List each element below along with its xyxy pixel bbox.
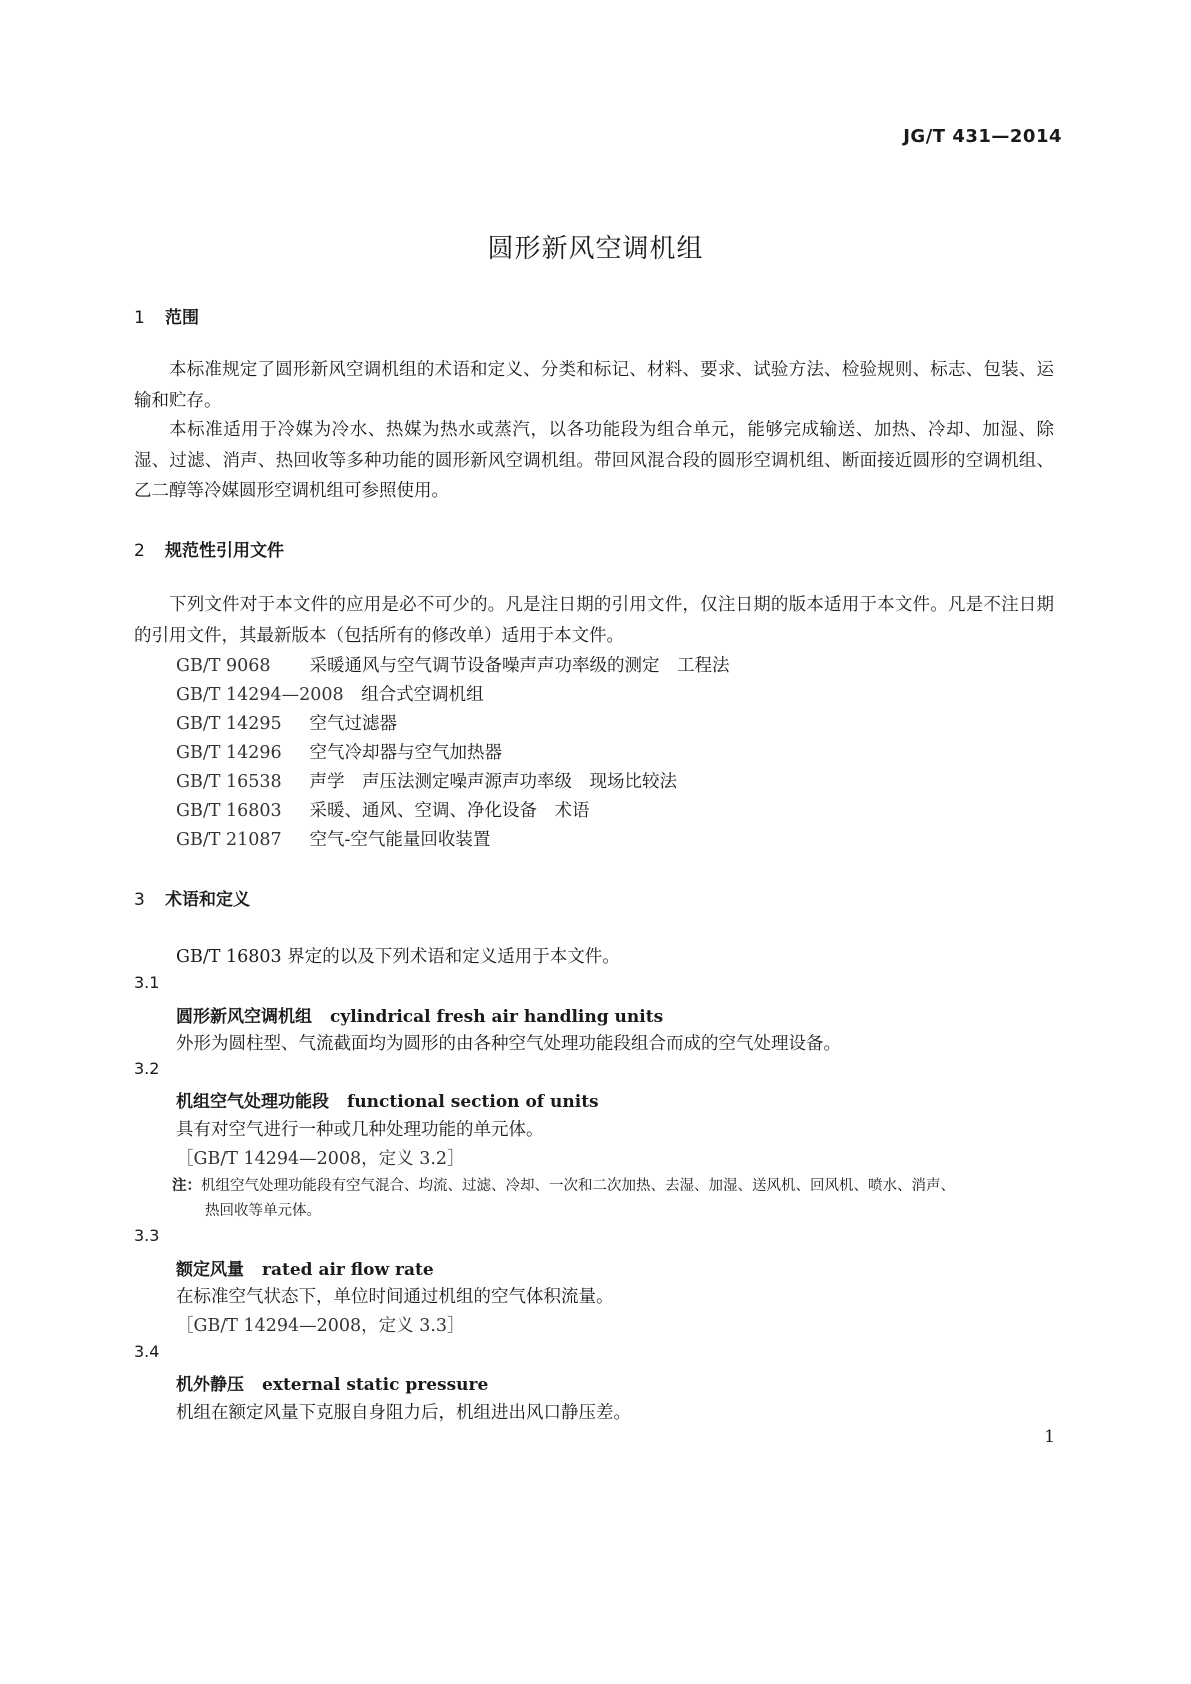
reference-item [176,652,730,677]
section-3-intro: GB/T 16803 界定的以及下列术语和定义适用于本文件。 [176,947,620,967]
reference-item [176,797,590,822]
term-number: 3.3 [134,1226,160,1245]
note-text-line-2: 热回收等单元体。 [205,1203,321,1219]
reference-item [176,768,677,793]
reference-title: 声学 声压法测定噪声源声功率级 现场比较法 [309,772,677,792]
section-1-heading [134,303,199,328]
term-definition: 机组在额定风量下克服自身阻力后，机组进出风口静压差。 [176,1403,631,1423]
term-definition: 外形为圆柱型、气流截面均为圆形的由各种空气处理功能段组合而成的空气处理设备。 [176,1034,841,1054]
reference-code: GB/T 21087 [176,830,282,850]
term-name [176,1370,488,1395]
term-name-en: cylindrical fresh air handling units [330,1007,664,1027]
reference-title: 采暖、通风、空调、净化设备 术语 [309,801,590,821]
term-name-zh: 机组空气处理功能段 [176,1092,329,1112]
term-number: 3.2 [134,1059,160,1078]
term-source: ［GB/T 14294—2008，定义 3.2］ [176,1149,465,1169]
section-number: 3 [134,890,145,910]
term-name-en: functional section of units [347,1092,599,1112]
reference-title: 组合式空调机组 [361,685,484,705]
reference-code: GB/T 16803 [176,801,282,821]
note-text-line-1: 机组空气处理功能段有空气混合、均流、过滤、冷却、一次和二次加热、去湿、加湿、送风机、回风机、喷水、消声、 [201,1178,955,1194]
reference-item [176,739,502,764]
term-name-zh: 额定风量 [176,1260,244,1280]
term-name-en: external static pressure [262,1375,489,1395]
section-1-paragraph-1: 本标准规定了圆形新风空调机组的术语和定义、分类和标记、材料、要求、试验方法、检验规则、标志、包装、运输和贮存。 [134,360,1054,411]
section-number: 2 [134,541,145,561]
reference-item [176,710,397,735]
section-number: 1 [134,308,145,328]
standard-code: JG/T 431—2014 [903,126,1062,147]
term-name-zh: 圆形新风空调机组 [176,1007,312,1027]
term-definition: 在标准空气状态下，单位时间通过机组的空气体积流量。 [176,1287,614,1307]
section-title: 范围 [165,308,199,328]
section-title: 规范性引用文件 [165,541,284,561]
term-name-zh: 机外静压 [176,1375,244,1395]
reference-item [176,681,484,706]
term-name [176,1002,663,1027]
reference-title: 空气冷却器与空气加热器 [309,743,502,763]
term-note [172,1174,1062,1224]
reference-item [176,826,490,851]
page-number: 1 [1044,1427,1055,1447]
term-name [176,1255,434,1280]
reference-code: GB/T 14296 [176,743,282,763]
term-name [176,1087,599,1112]
term-source: ［GB/T 14294—2008，定义 3.3］ [176,1316,465,1336]
reference-code: GB/T 14295 [176,714,282,734]
section-1-paragraph-2: 本标准适用于冷媒为冷水、热媒为热水或蒸汽，以各功能段为组合单元，能够完成输送、加热、冷却、加湿、除湿、过滤、消声、热回收等多种功能的圆形新风空调机组。带回风混合段的圆形空调机组、断面接近圆形的空调机组、乙二醇等冷媒圆形空调机组可参照使用。 [134,420,1054,501]
term-number: 3.4 [134,1342,160,1361]
section-title: 术语和定义 [165,890,250,910]
reference-title: 采暖通风与空气调节设备噪声声功率级的测定 工程法 [309,656,730,676]
document-title: 圆形新风空调机组 [487,234,704,264]
reference-code: GB/T 9068 [176,656,271,676]
reference-code: GB/T 16538 [176,772,282,792]
section-2-paragraph-1: 下列文件对于本文件的应用是必不可少的。凡是注日期的引用文件，仅注日期的版本适用于本文件。凡是不注日期的引用文件，其最新版本（包括所有的修改单）适用于本文件。 [134,595,1054,646]
term-name-en: rated air flow rate [262,1260,434,1280]
reference-title: 空气过滤器 [309,714,397,734]
reference-code: GB/T 14294—2008 [176,685,344,705]
reference-title: 空气-空气能量回收装置 [309,830,491,850]
section-2-heading [134,536,284,561]
section-3-heading [134,885,250,910]
term-number: 3.1 [134,973,160,992]
note-label: 注： [172,1178,201,1194]
term-definition: 具有对空气进行一种或几种处理功能的单元体。 [176,1120,544,1140]
